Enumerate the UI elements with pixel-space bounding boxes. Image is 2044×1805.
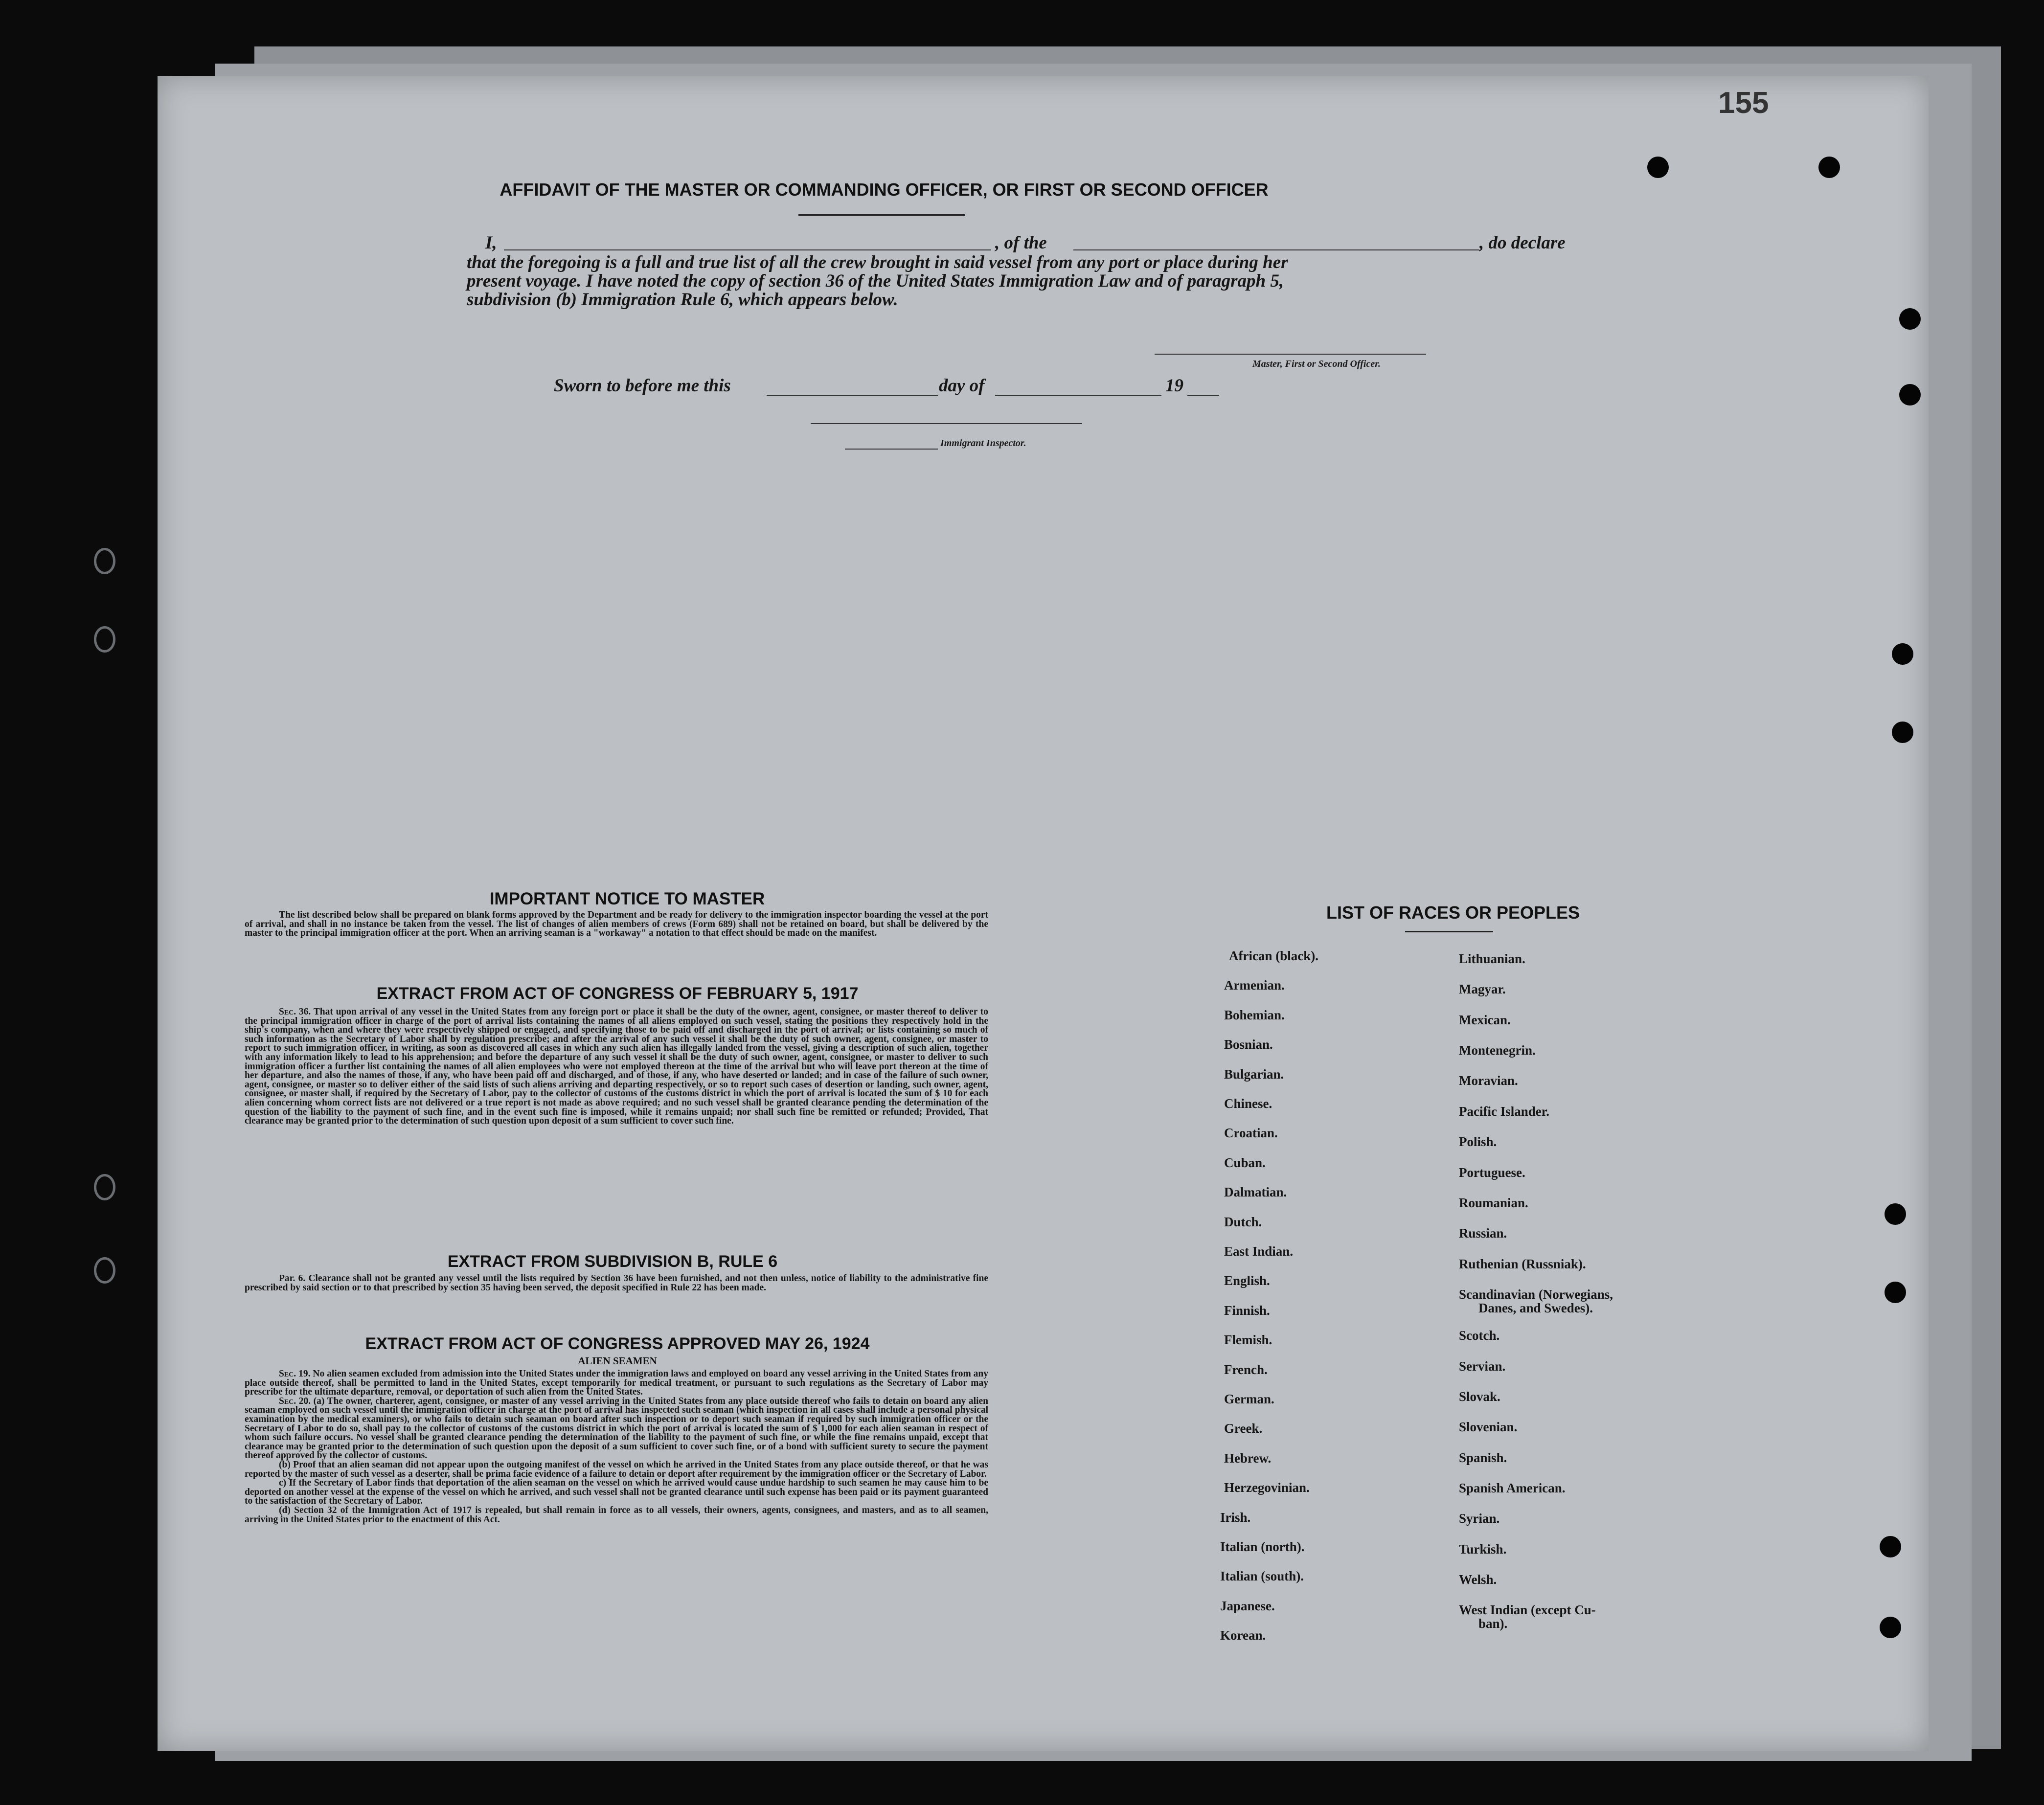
section-19-text: No alien seamen excluded from admission into the United States under the immigration laws and employed on board any vessel arriving in the United States from any place outside thereof, shall be permitted to land in the United States, except temporarily for medical treatment, or pursuant to such regulations as the Secretary of Labor may prescribe for the ultimate departure, removal, or deportation of such alien from the United States. xyxy=(245,1369,989,1398)
race-item: Pacific Islander. xyxy=(1459,1104,1549,1119)
punch-hole xyxy=(1880,1536,1901,1557)
paragraph-c: c) If the Secretary of Labor finds that deportation of the alien seaman on the vessel on which he arrived would cause undue hardship to such seamen he may cause him to be deported on another vessel at the expense of the vessel on which he arrived, and such vessel shall not be granted clearance until such expense has been paid or its payment guaranteed to the satisfaction of the Secretary of Labor. xyxy=(245,1478,988,1507)
inspector-caption: Immigrant Inspector. xyxy=(940,438,1026,449)
sworn-text: Sworn to before me this xyxy=(554,376,731,396)
race-item: Spanish. xyxy=(1459,1450,1507,1465)
race-item: Bosnian. xyxy=(1224,1037,1273,1052)
race-item: Slovak. xyxy=(1459,1389,1500,1404)
paragraph-d: (d) Section 32 of the Immigration Act of 1917 is repealed, but shall remain in force as to all vessels, their owners, agents, consignees, and masters, and as to all seamen, arriving in the United States prior to the enactment of this Act. xyxy=(245,1505,988,1525)
master-signature-line[interactable] xyxy=(1155,354,1426,355)
race-item: Moravian. xyxy=(1459,1073,1518,1088)
race-item: Flemish. xyxy=(1224,1332,1272,1347)
affidavit-title: AFFIDAVIT OF THE MASTER OR COMMANDING OFFICER, OR FIRST OR SECOND OFFICER xyxy=(500,180,1269,200)
inspector-short-line xyxy=(845,449,938,450)
race-item: Servian. xyxy=(1459,1359,1506,1374)
race-item: Montenegrin. xyxy=(1459,1043,1536,1058)
binder-ring xyxy=(94,626,115,653)
manifest-page xyxy=(158,76,1929,1751)
race-item: Chinese. xyxy=(1224,1096,1272,1111)
notice-text: The list described below shall be prepared on blank forms approved by the Department and be ready for delivery to the immigration inspector boarding the vessel at the port of arrival, and shall in no instance be taken from the vessel. The list of changes of alien members of crews (Form 689) shall not be retained on board, but shall be delivered by the master to the principal immigration officer at the port. When an arriving seaman is a "workaway" a notation to that effect should be made on the manifest. xyxy=(245,910,988,938)
race-item: Syrian. xyxy=(1459,1511,1500,1526)
race-item: French. xyxy=(1224,1362,1268,1377)
vessel-blank[interactable] xyxy=(1073,249,1479,250)
page-number: 155 xyxy=(1718,86,1769,120)
punch-hole xyxy=(1818,157,1840,178)
section-label: Sec. 36. xyxy=(279,1007,311,1017)
affidavit-line-2: that the foregoing is a full and true list of all the crew brought in said vessel from any port or place during her xyxy=(467,252,1288,272)
inspector-signature-line[interactable] xyxy=(811,423,1082,424)
paragraph-b: (b) Proof that an alien seaman did not appear upon the outgoing manifest of the vessel on which he arrived in the United States from any place outside thereof, or that he was reported by the master of such vessel as a deserter, shall be prima facie evidence of a failure to detain or deport after requirement by the immigration officer or the Secretary of Labor. xyxy=(245,1459,988,1479)
race-item: German. xyxy=(1224,1392,1274,1406)
race-item: Polish. xyxy=(1459,1134,1497,1149)
race-item: Portuguese. xyxy=(1459,1165,1525,1180)
sworn-year-blank[interactable] xyxy=(1187,395,1219,396)
race-item: Slovenian. xyxy=(1459,1420,1518,1434)
race-item: Italian (north). xyxy=(1220,1539,1305,1554)
race-item: Bohemian. xyxy=(1224,1008,1285,1022)
name-blank[interactable] xyxy=(504,249,991,250)
race-item: East Indian. xyxy=(1224,1244,1294,1259)
subdivision-title: EXTRACT FROM SUBDIVISION B, RULE 6 xyxy=(447,1252,778,1271)
punch-hole xyxy=(1899,308,1921,330)
race-item: West Indian (except Cu- xyxy=(1459,1602,1596,1617)
extract-1917-title: EXTRACT FROM ACT OF CONGRESS OF FEBRUARY 5, 1917 xyxy=(376,984,859,1003)
notice-title: IMPORTANT NOTICE TO MASTER xyxy=(489,889,765,908)
race-item: Korean. xyxy=(1220,1628,1266,1643)
sworn-month-blank[interactable] xyxy=(995,395,1161,396)
race-item: Greek. xyxy=(1224,1421,1263,1436)
race-item: Welsh. xyxy=(1459,1572,1497,1587)
subdivision-body xyxy=(245,1274,988,1292)
race-item: Irish. xyxy=(1220,1510,1251,1525)
extract-1924-title: EXTRACT FROM ACT OF CONGRESS APPROVED MAY 26, 1924 xyxy=(365,1334,870,1353)
affidavit-i: I, xyxy=(485,233,497,253)
races-title: LIST OF RACES OR PEOPLES xyxy=(1326,902,1580,923)
affidavit-line-3: present voyage. I have noted the copy of section 36 of the United States Immigration Law and of paragraph 5, xyxy=(467,271,1284,291)
punch-hole xyxy=(1892,722,1913,743)
race-item: Cuban. xyxy=(1224,1155,1266,1170)
year-prefix: 19 xyxy=(1165,376,1183,396)
races-title-rule xyxy=(1405,931,1493,932)
punch-hole xyxy=(1880,1617,1901,1638)
race-item: ban). xyxy=(1478,1616,1508,1631)
master-caption: Master, First or Second Officer. xyxy=(1252,359,1381,369)
affidavit-of-the: , of the xyxy=(995,233,1047,253)
affidavit-declare: , do declare xyxy=(1479,233,1566,253)
binder-ring xyxy=(94,548,115,574)
binder-ring xyxy=(94,1257,115,1284)
punch-hole xyxy=(1647,157,1669,178)
section-20 xyxy=(245,1397,988,1461)
race-item: Japanese. xyxy=(1220,1599,1275,1613)
section-label: Sec. 20. xyxy=(279,1396,311,1406)
punch-hole xyxy=(1885,1203,1906,1225)
race-item: Spanish American. xyxy=(1459,1481,1566,1495)
paragraph-label: Par. 6. xyxy=(279,1273,306,1284)
section-19 xyxy=(245,1370,988,1397)
race-item: Danes, and Swedes). xyxy=(1478,1301,1593,1315)
race-item: English. xyxy=(1224,1273,1270,1288)
sworn-day-blank[interactable] xyxy=(767,395,938,396)
subdivision-text: Clearance shall not be granted any vessel until the lists required by Section 36 have been furnished, and not then unless, notice of liability to the administrative fine prescribed by said section or to that prescribed by section 35 having been served, the deposit specified in Rule 22 has been made. xyxy=(245,1273,989,1293)
title-rule xyxy=(798,214,965,216)
race-item: Magyar. xyxy=(1459,982,1506,996)
race-item: African (black). xyxy=(1229,948,1318,963)
race-item: Mexican. xyxy=(1459,1013,1511,1027)
punch-hole xyxy=(1892,643,1913,665)
race-item: Hebrew. xyxy=(1224,1451,1272,1466)
race-item: Italian (south). xyxy=(1220,1569,1304,1583)
race-item: Scandinavian (Norwegians, xyxy=(1459,1287,1613,1302)
extract-1917-text: That upon arrival of any vessel in the United States from any foreign port or place it shall be the duty of the owner, agent, consignee, or master thereof to deliver to the principal immigration officer in charge of the port of arrival lists containing the names of all aliens employed on such vessel, stating the positions they respectively hold in the ship's company, when and where they were respectively shipped or engaged, and specifying those to be paid off and discharged in the port of arrival; or lists containing so much of such information as the Secretary of Labor shall by regulation prescribe; and after the arrival of any such vessel it shall be the duty of such owner, agent, consignee, or master to report to such immigration officer, in writing, as soon as discovered all cases in which any such alien has illegally landed from the vessel, giving a description of such alien, together with any information likely to lead to his apprehension; and before the departure of any such vessel it shall be the duty of such owner, agent, consignee, or master to deliver to such immigration officer a further list containing the names of all alien employees who were not employed thereon at the time of the arrival but who will leave port thereon at the time of her departure, and also the names of those, if any, who have been paid off and discharged, and of those, if any, who have deserted or landed; and in case of the failure of such owner, agent, consignee, or master so to deliver either of the said lists of such aliens arriving and departing respectively, or so to report such cases of desertion or landing, such owner, agent, consignee, or master shall, if required by the Secretary of Labor, pay to the collector of customs of the customs district in which the port of arrival is located the sum of $ 10 for each alien concerning whom correct lists are not delivered or a true report is not made as above required; and no such vessel shall be granted clearance pending the determination of the question of the liability to the payment of such fine, and in the event such fine is imposed, while it remains unpaid; nor shall such fine be remitted or refunded; Provided, That clearance may be granted prior to the determination of such question upon deposit of a sum sufficient to cover such fine. xyxy=(245,1007,988,1127)
alien-seamen-subtitle: ALIEN SEAMEN xyxy=(578,1355,657,1367)
race-item: Dutch. xyxy=(1224,1215,1262,1229)
punch-hole xyxy=(1899,384,1921,406)
race-item: Lithuanian. xyxy=(1459,951,1525,966)
race-item: Armenian. xyxy=(1224,978,1285,993)
race-item: Roumanian. xyxy=(1459,1196,1528,1210)
race-item: Scotch. xyxy=(1459,1328,1500,1343)
affidavit-line-4: subdivision (b) Immigration Rule 6, which appears below. xyxy=(467,290,898,310)
race-item: Herzegovinian. xyxy=(1224,1480,1310,1495)
race-item: Turkish. xyxy=(1459,1542,1507,1557)
race-item: Dalmatian. xyxy=(1224,1185,1287,1199)
extract-1917-body xyxy=(245,1008,988,1126)
race-item: Ruthenian (Russniak). xyxy=(1459,1257,1586,1271)
day-of-text: day of xyxy=(939,376,985,396)
punch-hole xyxy=(1885,1282,1906,1303)
race-item: Russian. xyxy=(1459,1226,1507,1241)
section-20-text: (a) The owner, charterer, agent, consignee, or master of any vessel arriving in the United States from any place outside thereof who fails to detain on board any alien seaman employed on such vessel until the immigration officer in charge at the port of arrival has inspected such seaman (which inspection in all cases shall include a personal physical examination by the medical examiners), or who fails to detain such seaman on board after such inspection or to deport such seaman if required by such immigration officer or the Secretary of Labor to do so, shall pay to the collector of customs of the customs district in which the port of arrival is located the sum of $ 1,000 for each alien seaman in respect of whom such failure occurs. No vessel shall be granted clearance pending the determination of the liability to the payment of such fine, or while the fine remains unpaid, except that clearance may be granted prior to the determination of such question upon the deposit of a sum sufficient to cover such fine, or of a bond with sufficient surety to secure the payment thereof approved by the collector of customs. xyxy=(245,1396,989,1461)
races-right-column xyxy=(1459,951,1762,1744)
extract-1924-body xyxy=(245,1370,988,1524)
races-left-column xyxy=(1220,948,1444,1741)
race-item: Croatian. xyxy=(1224,1126,1278,1140)
section-label: Sec. 19. xyxy=(279,1369,311,1379)
binder-ring xyxy=(94,1174,115,1200)
race-item: Bulgarian. xyxy=(1224,1067,1284,1082)
race-item: Finnish. xyxy=(1224,1303,1270,1318)
